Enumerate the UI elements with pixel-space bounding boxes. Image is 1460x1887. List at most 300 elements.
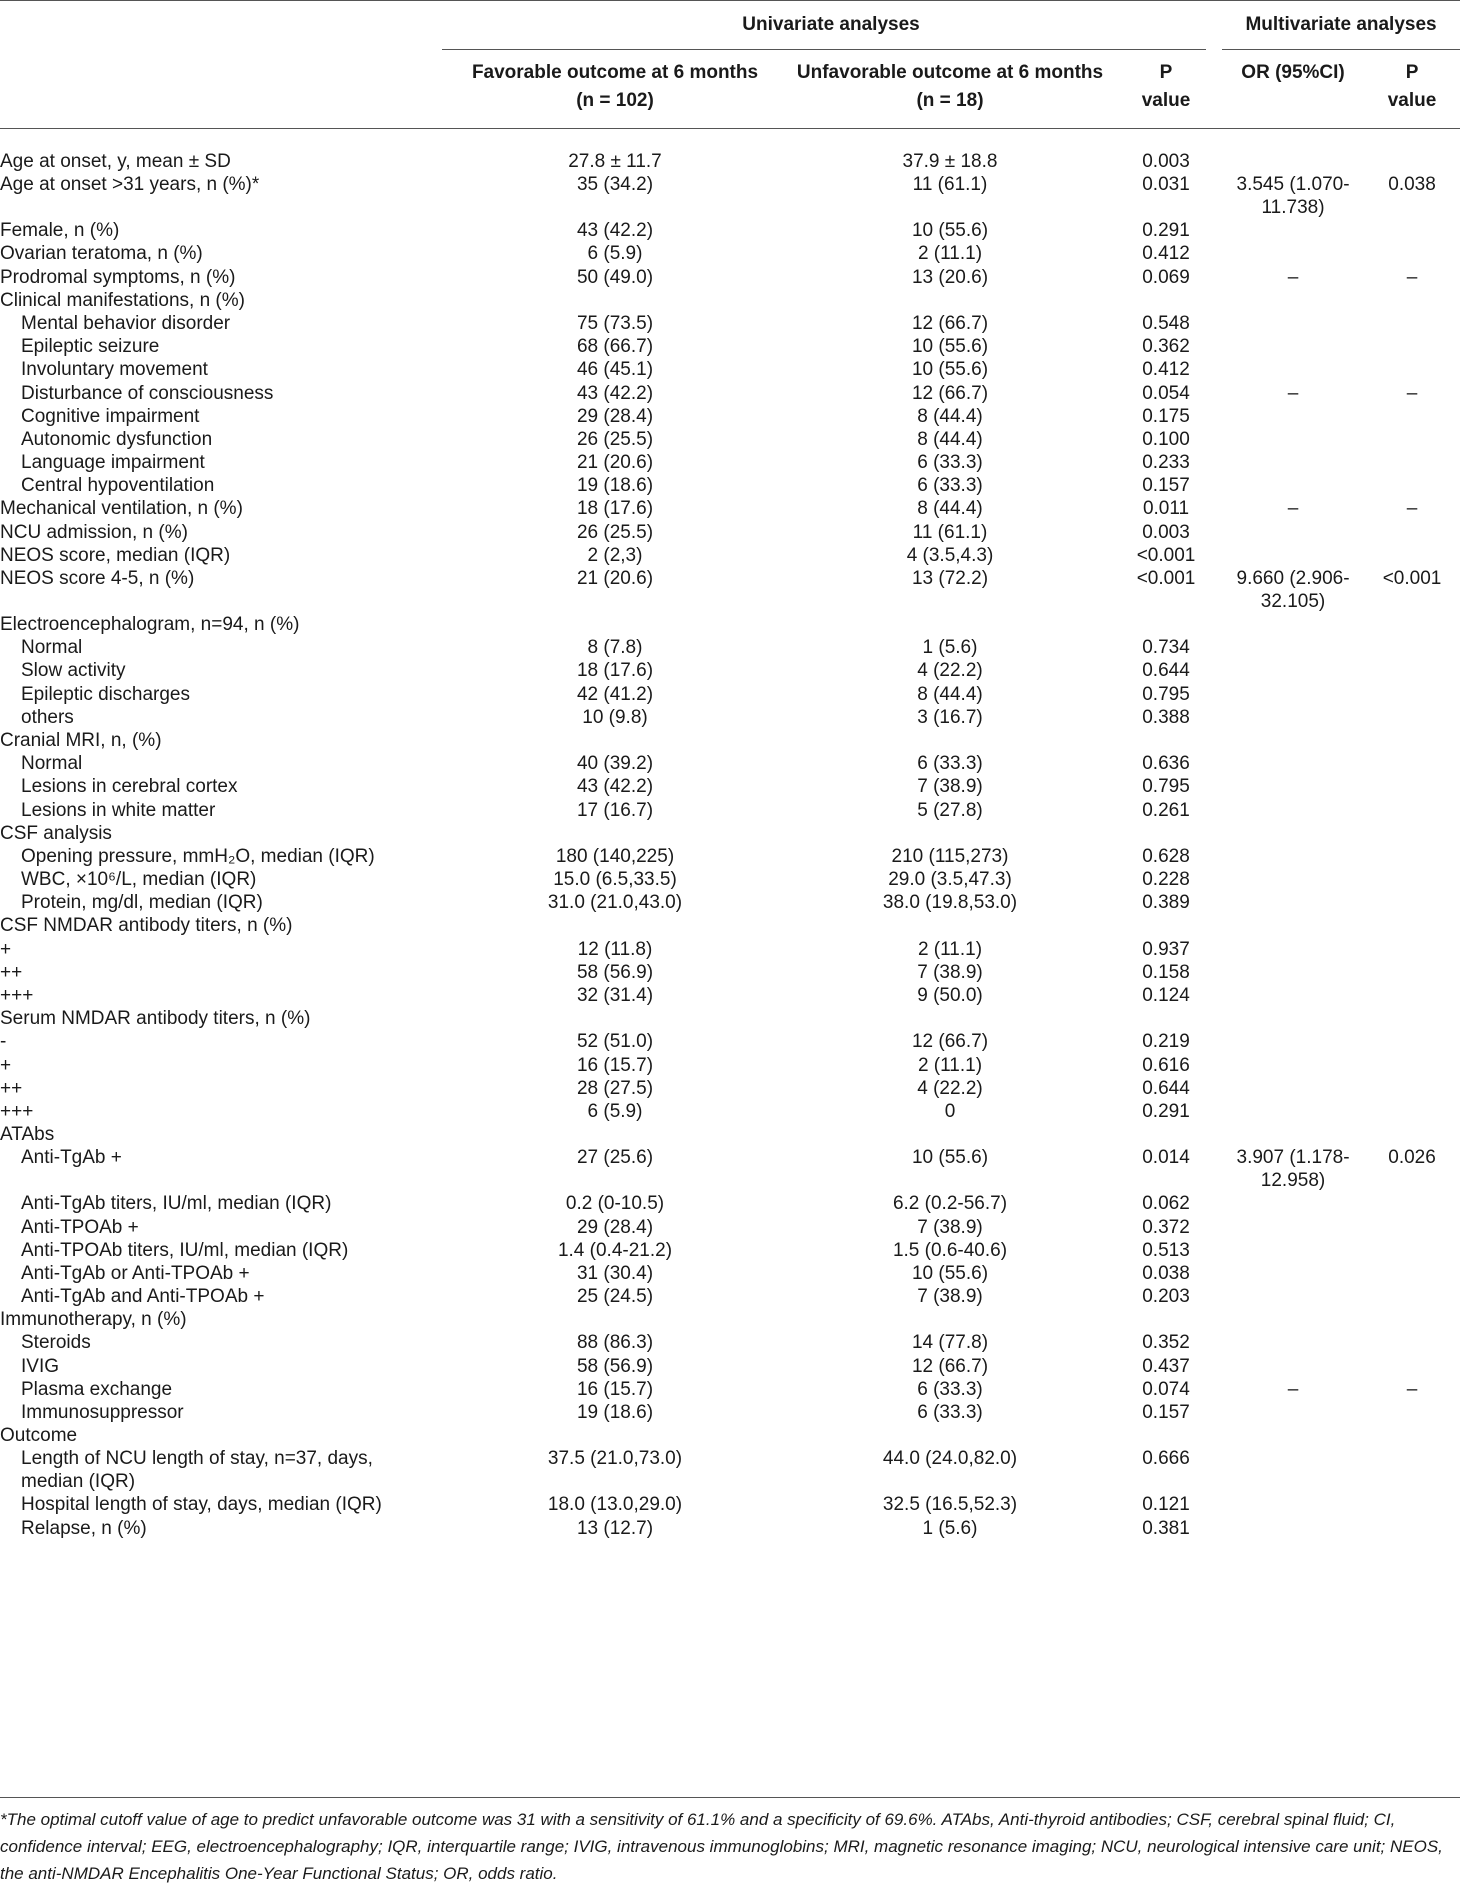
table-row bbox=[0, 358, 1460, 381]
favorable-value: 26 (25.5) bbox=[576, 521, 654, 543]
multivariate-p-value bbox=[1364, 1030, 1460, 1053]
favorable-value bbox=[440, 914, 790, 937]
table-footnote: *The optimal cutoff value of age to predict unfavorable outcome was 31 with a sensitivity of 61.1% and a specificity of 69.6%. ATAbs, Anti-thyroid antibodies; CSF, cerebral spinal fluid; CI, confidence interval; EEG, electroencephalography; IQR, interquartile range; IVIG, intravenous immunoglobins; MRI, magnetic resonance imaging; NCU, neurological intensive care unit; NEOS, the anti-NMDAR Encephalitis One-Year Functional Status; OR, odds ratio. bbox=[0, 1810, 1443, 1883]
multivariate-p-column-header bbox=[1364, 49, 1460, 138]
favorable-value: 88 (86.3) bbox=[576, 1332, 654, 1354]
favorable-value bbox=[440, 1308, 790, 1331]
p-value: 0.644 bbox=[1142, 1077, 1190, 1099]
table-row bbox=[0, 1239, 1460, 1262]
odds-ratio bbox=[1222, 729, 1364, 752]
favorable-value: 26 (25.5) bbox=[576, 428, 654, 450]
p-value: 0.003 bbox=[1142, 151, 1190, 172]
table-row bbox=[0, 1007, 1460, 1030]
p-value: 0.362 bbox=[1142, 336, 1190, 358]
unfavorable-value: 10 (55.6) bbox=[911, 359, 989, 381]
favorable-value: 6 (5.9) bbox=[587, 243, 643, 265]
table-row bbox=[0, 1493, 1460, 1516]
unfavorable-value: 8 (44.4) bbox=[917, 498, 983, 520]
multivariate-p-value bbox=[1364, 845, 1460, 868]
p-value: 0.124 bbox=[1142, 985, 1190, 1006]
p-value: 0.548 bbox=[1142, 312, 1190, 334]
favorable-value: 27.8 ± 11.7 bbox=[568, 151, 662, 172]
favorable-value bbox=[440, 1123, 790, 1146]
table-row bbox=[0, 636, 1460, 659]
favorable-value: 16 (15.7) bbox=[576, 1054, 654, 1076]
univariate-group-header: Univariate analyses bbox=[742, 13, 920, 35]
table-body bbox=[0, 138, 1460, 1540]
multivariate-p-value bbox=[1364, 775, 1460, 798]
table-row bbox=[0, 521, 1460, 544]
p-value: 0.636 bbox=[1142, 753, 1190, 775]
p-value: 0.795 bbox=[1142, 776, 1190, 798]
row-label: ++ bbox=[0, 961, 23, 983]
table-row bbox=[0, 474, 1460, 497]
row-label: WBC, ×10⁶/L, median (IQR) bbox=[21, 869, 257, 891]
row-label: Electroencephalogram, n=94, n (%) bbox=[0, 614, 300, 635]
unfavorable-value: 8 (44.4) bbox=[917, 405, 983, 427]
odds-ratio bbox=[1222, 138, 1364, 173]
favorable-value: 43 (42.2) bbox=[576, 382, 654, 404]
row-label: Language impairment bbox=[21, 452, 205, 474]
odds-ratio bbox=[1222, 799, 1364, 822]
odds-ratio bbox=[1222, 544, 1364, 567]
odds-ratio bbox=[1222, 1331, 1364, 1354]
unfavorable-value: 5 (27.8) bbox=[917, 799, 983, 821]
unfavorable-value: 6 (33.3) bbox=[917, 1402, 983, 1423]
favorable-value: 12 (11.8) bbox=[577, 938, 653, 960]
row-label: Female, n (%) bbox=[0, 220, 120, 242]
odds-ratio: 3.545 (1.070-11.738) bbox=[1236, 174, 1350, 219]
favorable-value: 19 (18.6) bbox=[576, 475, 654, 497]
row-label: Anti-TgAb or Anti-TPOAb + bbox=[21, 1262, 250, 1284]
favorable-value: 42 (41.2) bbox=[576, 683, 654, 705]
unfavorable-value: 2 (11.1) bbox=[917, 938, 983, 960]
odds-ratio bbox=[1222, 335, 1364, 358]
table-row bbox=[0, 1424, 1460, 1447]
odds-ratio bbox=[1222, 1285, 1364, 1308]
favorable-value: 27 (25.6) bbox=[576, 1147, 654, 1169]
row-label: +++ bbox=[0, 1100, 34, 1122]
unfavorable-value: 10 (55.6) bbox=[911, 1147, 989, 1169]
unfavorable-value: 9 (50.0) bbox=[917, 985, 983, 1006]
table-row bbox=[0, 1077, 1460, 1100]
favorable-value: 31.0 (21.0,43.0) bbox=[547, 892, 683, 914]
unfavorable-value bbox=[790, 822, 1110, 845]
multivariate-p-value bbox=[1364, 358, 1460, 381]
odds-ratio bbox=[1222, 845, 1364, 868]
odds-ratio bbox=[1222, 1517, 1364, 1540]
favorable-value: 10 (9.8) bbox=[582, 706, 648, 728]
favorable-value: 75 (73.5) bbox=[576, 312, 654, 334]
row-label: Opening pressure, mmH₂O, median (IQR) bbox=[21, 845, 375, 867]
row-label: Ovarian teratoma, n (%) bbox=[0, 243, 203, 265]
p-value: 0.734 bbox=[1142, 637, 1190, 659]
row-label: NCU admission, n (%) bbox=[0, 521, 188, 543]
unfavorable-value: 10 (55.6) bbox=[911, 220, 989, 242]
favorable-value: 28 (27.5) bbox=[576, 1077, 654, 1099]
table-row bbox=[0, 984, 1460, 1007]
favorable-value bbox=[440, 822, 790, 845]
p-value: 0.228 bbox=[1142, 869, 1190, 891]
row-label: ATAbs bbox=[0, 1124, 55, 1146]
odds-ratio: 9.660 (2.906-32.105) bbox=[1236, 568, 1350, 612]
unfavorable-value: 6 (33.3) bbox=[917, 475, 983, 497]
multivariate-p-value bbox=[1364, 706, 1460, 729]
multivariate-p-value bbox=[1364, 891, 1460, 914]
favorable-value: 21 (20.6) bbox=[576, 568, 654, 589]
p-value: 0.372 bbox=[1142, 1216, 1190, 1238]
odds-ratio bbox=[1222, 1262, 1364, 1285]
table-row bbox=[0, 938, 1460, 961]
unfavorable-value: 4 (22.2) bbox=[917, 1077, 983, 1099]
favorable-value bbox=[440, 729, 790, 752]
unfavorable-value: 37.9 ± 18.8 bbox=[902, 151, 998, 172]
p-value: 0.062 bbox=[1142, 1193, 1190, 1215]
odds-ratio bbox=[1222, 683, 1364, 706]
table-row bbox=[0, 335, 1460, 358]
row-label: Relapse, n (%) bbox=[21, 1517, 147, 1539]
p-value: 0.513 bbox=[1142, 1239, 1190, 1261]
unfavorable-value bbox=[790, 729, 1110, 752]
table-row bbox=[0, 659, 1460, 682]
p-value: <0.001 bbox=[1136, 568, 1196, 589]
odds-ratio bbox=[1222, 1239, 1364, 1262]
unfavorable-n: (n = 18) bbox=[916, 90, 984, 111]
odds-ratio: – bbox=[1287, 498, 1299, 520]
table-row bbox=[0, 1030, 1460, 1053]
multivariate-p-value bbox=[1364, 405, 1460, 428]
favorable-value: 32 (31.4) bbox=[576, 985, 654, 1006]
p-value bbox=[1110, 729, 1222, 752]
multivariate-p-value bbox=[1364, 1493, 1460, 1516]
p-value: 0.069 bbox=[1142, 266, 1190, 288]
row-label: + bbox=[0, 938, 12, 960]
unfavorable-value: 4 (3.5,4.3) bbox=[906, 544, 994, 566]
p-value: 0.011 bbox=[1142, 498, 1190, 520]
table-row bbox=[0, 613, 1460, 636]
table-row bbox=[0, 799, 1460, 822]
favorable-value: 29 (28.4) bbox=[576, 405, 654, 427]
table-row bbox=[0, 1378, 1460, 1401]
multivariate-p-value bbox=[1364, 683, 1460, 706]
unfavorable-value: 12 (66.7) bbox=[911, 312, 989, 334]
row-label: Anti-TgAb and Anti-TPOAb + bbox=[21, 1286, 265, 1308]
favorable-value: 50 (49.0) bbox=[576, 266, 654, 288]
table-bottom-rule bbox=[0, 1797, 1460, 1798]
odds-ratio bbox=[1222, 938, 1364, 961]
p-value: 0.412 bbox=[1142, 359, 1190, 381]
favorable-value: 16 (15.7) bbox=[576, 1378, 654, 1400]
table-row bbox=[0, 428, 1460, 451]
table-row bbox=[0, 497, 1460, 520]
table-row bbox=[0, 138, 1460, 173]
odds-ratio bbox=[1222, 636, 1364, 659]
p-value: 0.203 bbox=[1142, 1286, 1190, 1308]
table-row bbox=[0, 729, 1460, 752]
row-label: Immunosuppressor bbox=[21, 1402, 184, 1423]
table-row bbox=[0, 1401, 1460, 1424]
odds-ratio bbox=[1222, 358, 1364, 381]
p-value: 0.158 bbox=[1142, 961, 1190, 983]
row-label: Age at onset >31 years, n (%)* bbox=[0, 174, 260, 196]
p-value: 0.054 bbox=[1142, 382, 1190, 404]
p-value: 0.121 bbox=[1142, 1494, 1190, 1516]
multivariate-p-value bbox=[1364, 938, 1460, 961]
table-row bbox=[0, 242, 1460, 265]
multivariate-p-value bbox=[1364, 1216, 1460, 1239]
table-row bbox=[0, 822, 1460, 845]
p-value: 0.437 bbox=[1142, 1355, 1190, 1377]
row-label: Age at onset, y, mean ± SD bbox=[0, 151, 231, 172]
multivariate-p-value bbox=[1364, 289, 1460, 312]
odds-ratio bbox=[1222, 1054, 1364, 1077]
blank-subheader bbox=[0, 49, 440, 138]
row-label: Outcome bbox=[0, 1425, 78, 1447]
unfavorable-column-header bbox=[790, 49, 1110, 138]
row-label: Length of NCU length of stay, n=37, days, median (IQR) bbox=[21, 1448, 373, 1493]
unfavorable-value: 12 (66.7) bbox=[911, 382, 989, 404]
unfavorable-value: 11 (61.1) bbox=[912, 174, 988, 196]
multivariate-p-value bbox=[1364, 799, 1460, 822]
row-label: Epileptic discharges bbox=[21, 683, 190, 705]
odds-ratio bbox=[1222, 1100, 1364, 1123]
row-label: ++ bbox=[0, 1077, 23, 1099]
odds-ratio bbox=[1222, 1493, 1364, 1516]
odds-ratio bbox=[1222, 914, 1364, 937]
p-value bbox=[1110, 289, 1222, 312]
odds-ratio bbox=[1222, 1447, 1364, 1493]
favorable-value: 18.0 (13.0,29.0) bbox=[547, 1494, 683, 1516]
multivariate-p-value bbox=[1364, 961, 1460, 984]
table-row bbox=[0, 1517, 1460, 1540]
row-label: NEOS score, median (IQR) bbox=[0, 544, 231, 566]
table-row bbox=[0, 775, 1460, 798]
unfavorable-value: 7 (38.9) bbox=[917, 961, 983, 983]
unfavorable-value: 8 (44.4) bbox=[917, 428, 983, 450]
p-value-column-header bbox=[1110, 49, 1222, 138]
odds-ratio bbox=[1222, 775, 1364, 798]
odds-ratio bbox=[1222, 1308, 1364, 1331]
unfavorable-value bbox=[790, 613, 1110, 636]
favorable-value: 19 (18.6) bbox=[576, 1402, 654, 1423]
p-value: 0.014 bbox=[1142, 1147, 1190, 1169]
table-row bbox=[0, 173, 1460, 219]
multivariate-p-value: – bbox=[1406, 382, 1418, 404]
multivariate-p-value bbox=[1364, 335, 1460, 358]
favorable-value: 2 (2,3) bbox=[587, 544, 643, 566]
odds-ratio bbox=[1222, 1123, 1364, 1146]
unfavorable-value: 7 (38.9) bbox=[917, 1286, 983, 1308]
unfavorable-value bbox=[790, 914, 1110, 937]
p-value bbox=[1110, 613, 1222, 636]
odds-ratio bbox=[1222, 451, 1364, 474]
p-value: 0.389 bbox=[1142, 892, 1190, 914]
multivariate-p-value: – bbox=[1406, 1378, 1418, 1400]
odds-ratio bbox=[1222, 289, 1364, 312]
odds-ratio bbox=[1222, 1216, 1364, 1239]
p-value: <0.001 bbox=[1136, 544, 1196, 566]
favorable-column-header bbox=[440, 49, 790, 138]
or-column-header: OR (95%CI) bbox=[1241, 62, 1345, 83]
multivariate-group-header: Multivariate analyses bbox=[1245, 13, 1437, 35]
favorable-value: 43 (42.2) bbox=[576, 220, 654, 242]
multivariate-p-value bbox=[1364, 1308, 1460, 1331]
multivariate-p-value bbox=[1364, 636, 1460, 659]
favorable-value: 31 (30.4) bbox=[576, 1262, 654, 1284]
table-row bbox=[0, 289, 1460, 312]
row-label: Immunotherapy, n (%) bbox=[0, 1309, 187, 1331]
multivariate-p-value bbox=[1364, 984, 1460, 1007]
unfavorable-value: 2 (11.1) bbox=[917, 243, 983, 265]
favorable-value: 40 (39.2) bbox=[576, 753, 654, 775]
table-row bbox=[0, 891, 1460, 914]
unfavorable-value: 38.0 (19.8,53.0) bbox=[882, 892, 1018, 914]
table-row bbox=[0, 1285, 1460, 1308]
unfavorable-value: 12 (66.7) bbox=[911, 1031, 989, 1053]
row-label: Cognitive impairment bbox=[21, 405, 200, 427]
unfavorable-value: 10 (55.6) bbox=[911, 1262, 989, 1284]
unfavorable-value: 4 (22.2) bbox=[917, 660, 983, 682]
p-value bbox=[1110, 1308, 1222, 1331]
unfavorable-value: 6 (33.3) bbox=[917, 1378, 983, 1400]
row-label: Anti-TPOAb titers, IU/ml, median (IQR) bbox=[21, 1239, 349, 1261]
table-row bbox=[0, 567, 1460, 613]
multivariate-p-value bbox=[1364, 138, 1460, 173]
p-value: 0.175 bbox=[1142, 405, 1190, 427]
multivariate-p-value bbox=[1364, 1192, 1460, 1215]
top-rule bbox=[0, 0, 1460, 1]
favorable-value: 58 (56.9) bbox=[576, 1355, 654, 1377]
multivariate-p-value: – bbox=[1406, 498, 1418, 520]
table-row bbox=[0, 1100, 1460, 1123]
multivariate-p-value bbox=[1364, 312, 1460, 335]
table-row bbox=[0, 312, 1460, 335]
multivariate-p-value bbox=[1364, 544, 1460, 567]
p-value: 0.031 bbox=[1142, 174, 1190, 196]
table-row bbox=[0, 1355, 1460, 1378]
p-value: 0.795 bbox=[1142, 683, 1190, 705]
table-row bbox=[0, 1054, 1460, 1077]
row-label: Normal bbox=[21, 753, 83, 775]
row-label: CSF NMDAR antibody titers, n (%) bbox=[0, 915, 293, 937]
unfavorable-value: 1 (5.6) bbox=[922, 1517, 978, 1539]
p-value: 0.219 bbox=[1142, 1031, 1190, 1053]
row-label: Hospital length of stay, days, median (IQR) bbox=[21, 1494, 382, 1516]
p-value: 0.003 bbox=[1142, 521, 1190, 543]
p-value: 0.381 bbox=[1142, 1517, 1190, 1539]
row-label: Disturbance of consciousness bbox=[21, 382, 274, 404]
table-row bbox=[0, 219, 1460, 242]
favorable-value: 15.0 (6.5,33.5) bbox=[553, 869, 677, 891]
unfavorable-value: 1.5 (0.6-40.6) bbox=[892, 1239, 1008, 1261]
p-value: 0.074 bbox=[1142, 1378, 1190, 1400]
row-label: Lesions in cerebral cortex bbox=[21, 776, 238, 798]
odds-ratio bbox=[1222, 1424, 1364, 1447]
odds-ratio bbox=[1222, 312, 1364, 335]
odds-ratio bbox=[1222, 242, 1364, 265]
row-label: Epileptic seizure bbox=[21, 336, 160, 358]
unfavorable-value: 0 bbox=[944, 1100, 956, 1122]
p-value: 0.291 bbox=[1142, 1100, 1190, 1122]
table-row bbox=[0, 382, 1460, 405]
multivariate-p-value bbox=[1364, 1285, 1460, 1308]
odds-ratio bbox=[1222, 822, 1364, 845]
favorable-value: 52 (51.0) bbox=[576, 1031, 654, 1053]
row-label: Anti-TgAb + bbox=[21, 1147, 122, 1169]
p-label-value: value bbox=[1141, 90, 1191, 111]
row-label: Lesions in white matter bbox=[21, 799, 216, 821]
p-value: 0.233 bbox=[1142, 452, 1190, 474]
favorable-value bbox=[440, 1007, 790, 1030]
table-row bbox=[0, 961, 1460, 984]
p-value: 0.628 bbox=[1142, 845, 1190, 867]
header-bottom-rule bbox=[0, 128, 1460, 129]
favorable-value bbox=[440, 613, 790, 636]
multivariate-p-value bbox=[1364, 1100, 1460, 1123]
p-value: 0.100 bbox=[1142, 428, 1190, 450]
odds-ratio bbox=[1222, 405, 1364, 428]
unfavorable-value: 11 (61.1) bbox=[912, 521, 988, 543]
odds-ratio: 3.907 (1.178-12.958) bbox=[1236, 1147, 1350, 1192]
p-value: 0.157 bbox=[1142, 1402, 1190, 1423]
unfavorable-value: 14 (77.8) bbox=[911, 1332, 989, 1354]
row-label: Mental behavior disorder bbox=[21, 312, 231, 334]
table-row bbox=[0, 1262, 1460, 1285]
favorable-value: 18 (17.6) bbox=[576, 498, 654, 520]
multivariate-p-value bbox=[1364, 729, 1460, 752]
favorable-value: 46 (45.1) bbox=[576, 359, 654, 381]
unfavorable-label: Unfavorable outcome at 6 months bbox=[796, 62, 1104, 83]
row-label: Autonomic dysfunction bbox=[21, 428, 213, 450]
multivariate-p-value bbox=[1364, 1007, 1460, 1030]
table-row bbox=[0, 845, 1460, 868]
favorable-value: 25 (24.5) bbox=[576, 1286, 654, 1308]
row-label: Plasma exchange bbox=[21, 1378, 173, 1400]
unfavorable-value: 6.2 (0.2-56.7) bbox=[892, 1193, 1008, 1215]
row-label: Anti-TPOAb + bbox=[21, 1216, 139, 1238]
multivariate-p-value bbox=[1364, 219, 1460, 242]
p-value: 0.261 bbox=[1142, 799, 1190, 821]
multivariate-p-value bbox=[1364, 1401, 1460, 1424]
table-row bbox=[0, 1146, 1460, 1192]
favorable-value bbox=[440, 289, 790, 312]
multivariate-p-value bbox=[1364, 1123, 1460, 1146]
row-label: NEOS score 4-5, n (%) bbox=[0, 568, 195, 589]
odds-ratio bbox=[1222, 984, 1364, 1007]
multivariate-p-value bbox=[1364, 521, 1460, 544]
odds-ratio bbox=[1222, 1401, 1364, 1424]
p-value bbox=[1110, 1123, 1222, 1146]
unfavorable-value bbox=[790, 1424, 1110, 1447]
favorable-value: 13 (12.7) bbox=[576, 1517, 654, 1539]
p-value: 0.038 bbox=[1142, 1262, 1190, 1284]
multivariate-p-value bbox=[1364, 428, 1460, 451]
odds-ratio bbox=[1222, 613, 1364, 636]
odds-ratio: – bbox=[1287, 382, 1299, 404]
favorable-value: 18 (17.6) bbox=[576, 660, 654, 682]
multivariate-p-value bbox=[1364, 1054, 1460, 1077]
row-label: Serum NMDAR antibody titers, n (%) bbox=[0, 1008, 311, 1030]
multivariate-p-value bbox=[1364, 1355, 1460, 1378]
favorable-value: 8 (7.8) bbox=[587, 637, 643, 659]
odds-ratio bbox=[1222, 891, 1364, 914]
favorable-value bbox=[440, 1424, 790, 1447]
favorable-value: 6 (5.9) bbox=[587, 1100, 643, 1122]
favorable-label: Favorable outcome at 6 months bbox=[471, 62, 759, 83]
unfavorable-value bbox=[790, 1007, 1110, 1030]
p-value: 0.388 bbox=[1142, 706, 1190, 728]
blank-header bbox=[0, 0, 440, 49]
